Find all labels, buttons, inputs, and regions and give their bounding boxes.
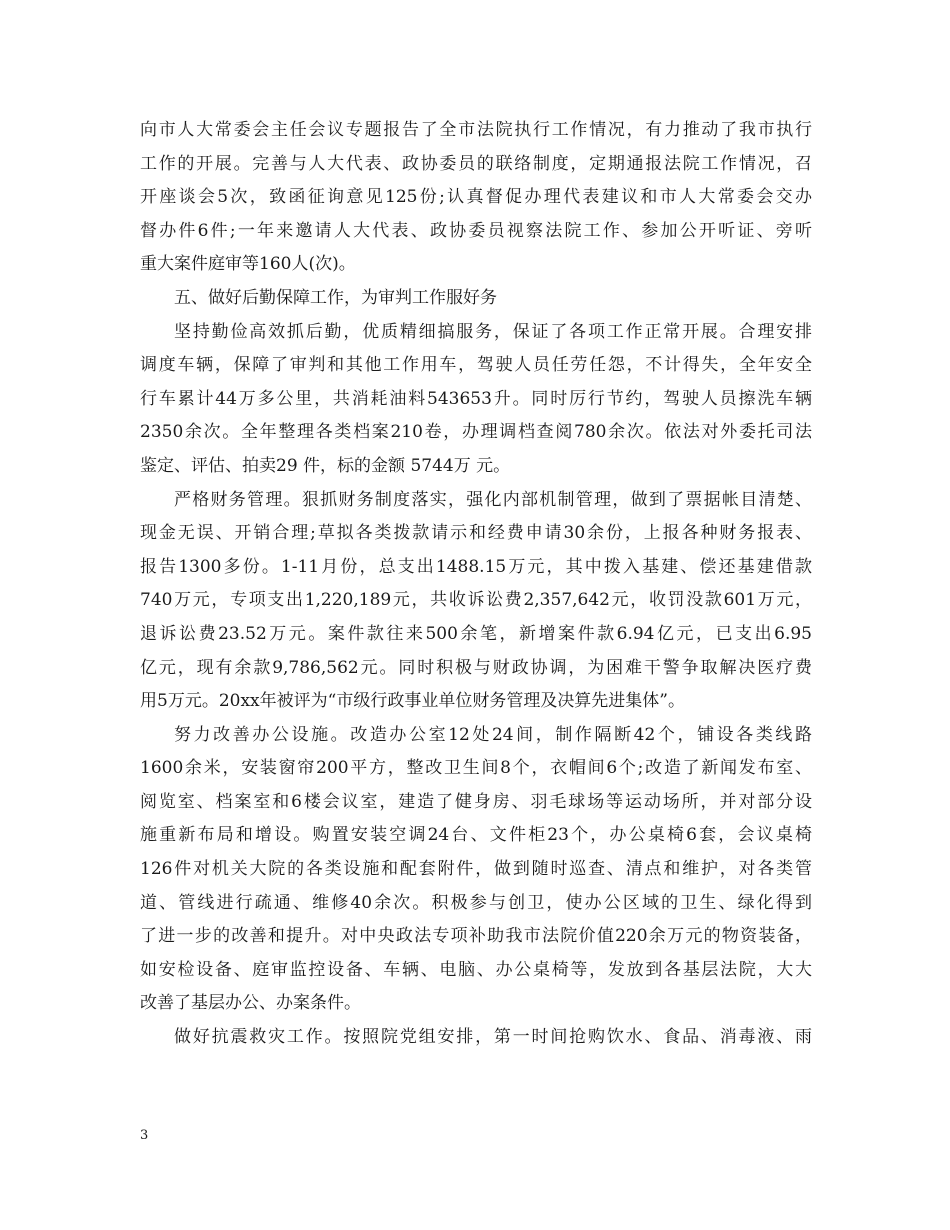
text-line: 现金无误、开销合理;草拟各类拨款请示和经费申请30余份，上报各种财务报表、	[140, 523, 812, 544]
text-line: 阅览室、档案室和6楼会议室，建造了健身房、羽毛球场等运动场所，并对部分设	[140, 791, 812, 812]
text-line: 126件对机关大院的各类设施和配套附件，做到随时巡查、清点和维护，对各类管	[140, 859, 812, 880]
text-line: 用5万元。20xx年被评为“市级行政事业单位财务管理及决算先进集体”。	[140, 691, 686, 712]
section-heading: 五、做好后勤保障工作，为审判工作服好务	[174, 287, 497, 308]
text-line: 努力改善办公设施。改造办公室12处24间，制作隔断42个，铺设各类线路	[174, 724, 812, 745]
text-line: 2350余次。全年整理各类档案210卷，办理调档查阅780余次。依法对外委托司法	[140, 422, 812, 443]
text-line: 督办件6件;一年来邀请人大代表、政协委员视察法院工作、参加公开听证、旁听	[140, 220, 812, 241]
text-line: 如安检设备、庭审监控设备、车辆、电脑、办公桌椅等，发放到各基层法院，大大	[140, 959, 812, 980]
text-line: 740万元，专项支出1,220,189元，共收诉讼费2,357,642元，收罚没款601万元，	[140, 590, 812, 611]
text-line: 坚持勤俭高效抓后勤，优质精细搞服务，保证了各项工作正常开展。合理安排	[174, 321, 812, 342]
text-line: 开座谈会5次，致函征询意见125份;认真督促办理代表建议和市人大常委会交办	[140, 187, 812, 208]
text-line: 道、管线进行疏通、维修40余次。积极参与创卫，使办公区域的卫生、绿化得到	[140, 892, 812, 913]
text-line: 向市人大常委会主任会议专题报告了全市法院执行工作情况，有力推动了我市执行	[140, 120, 812, 140]
text-line: 报告1300多份。1-11月份，总支出1488.15万元，其中拨入基建、偿还基建借款	[140, 556, 812, 577]
text-line: 改善了基层办公、办案条件。	[140, 993, 361, 1014]
text-line: 1600余米，安装窗帘200平方，整改卫生间8个，衣帽间6个;改造了新闻发布室、	[140, 758, 812, 779]
text-line: 退诉讼费23.52万元。案件款往来500余笔，新增案件款6.94亿元，已支出6.95	[140, 623, 812, 644]
text-line: 行车累计44万多公里，共消耗油料543653升。同时厉行节约，驾驶人员擦洗车辆	[140, 388, 812, 409]
text-line: 严格财务管理。狠抓财务制度落实，强化内部机制管理，做到了票据帐目清楚、	[174, 489, 812, 510]
text-line: 鉴定、评估、拍卖29 件，标的金额 5744万 元。	[140, 455, 511, 476]
text-line: 做好抗震救灾工作。按照院党组安排，第一时间抢购饮水、食品、消毒液、雨	[174, 1027, 812, 1048]
text-line: 重大案件庭审等160人(次)。	[140, 254, 356, 275]
text-line: 工作的开展。完善与人大代表、政协委员的联络制度，定期通报法院工作情况，召	[140, 153, 812, 174]
text-line: 亿元，现有余款9,786,562元。同时积极与财政协调，为困难干警争取解决医疗费	[140, 657, 812, 678]
text-line: 了进一步的改善和提升。对中央政法专项补助我市法院价值220余万元的物资装备，	[140, 926, 812, 947]
text-line: 调度车辆，保障了审判和其他工作用车，驾驶人员任劳任怨，不计得失，全年安全	[140, 355, 812, 376]
text-line: 施重新布局和增设。购置安装空调24台、文件柜23个，办公桌椅6套，会议桌椅	[140, 825, 812, 846]
body-text	[140, 114, 812, 1055]
page-number: 3	[140, 1128, 149, 1143]
